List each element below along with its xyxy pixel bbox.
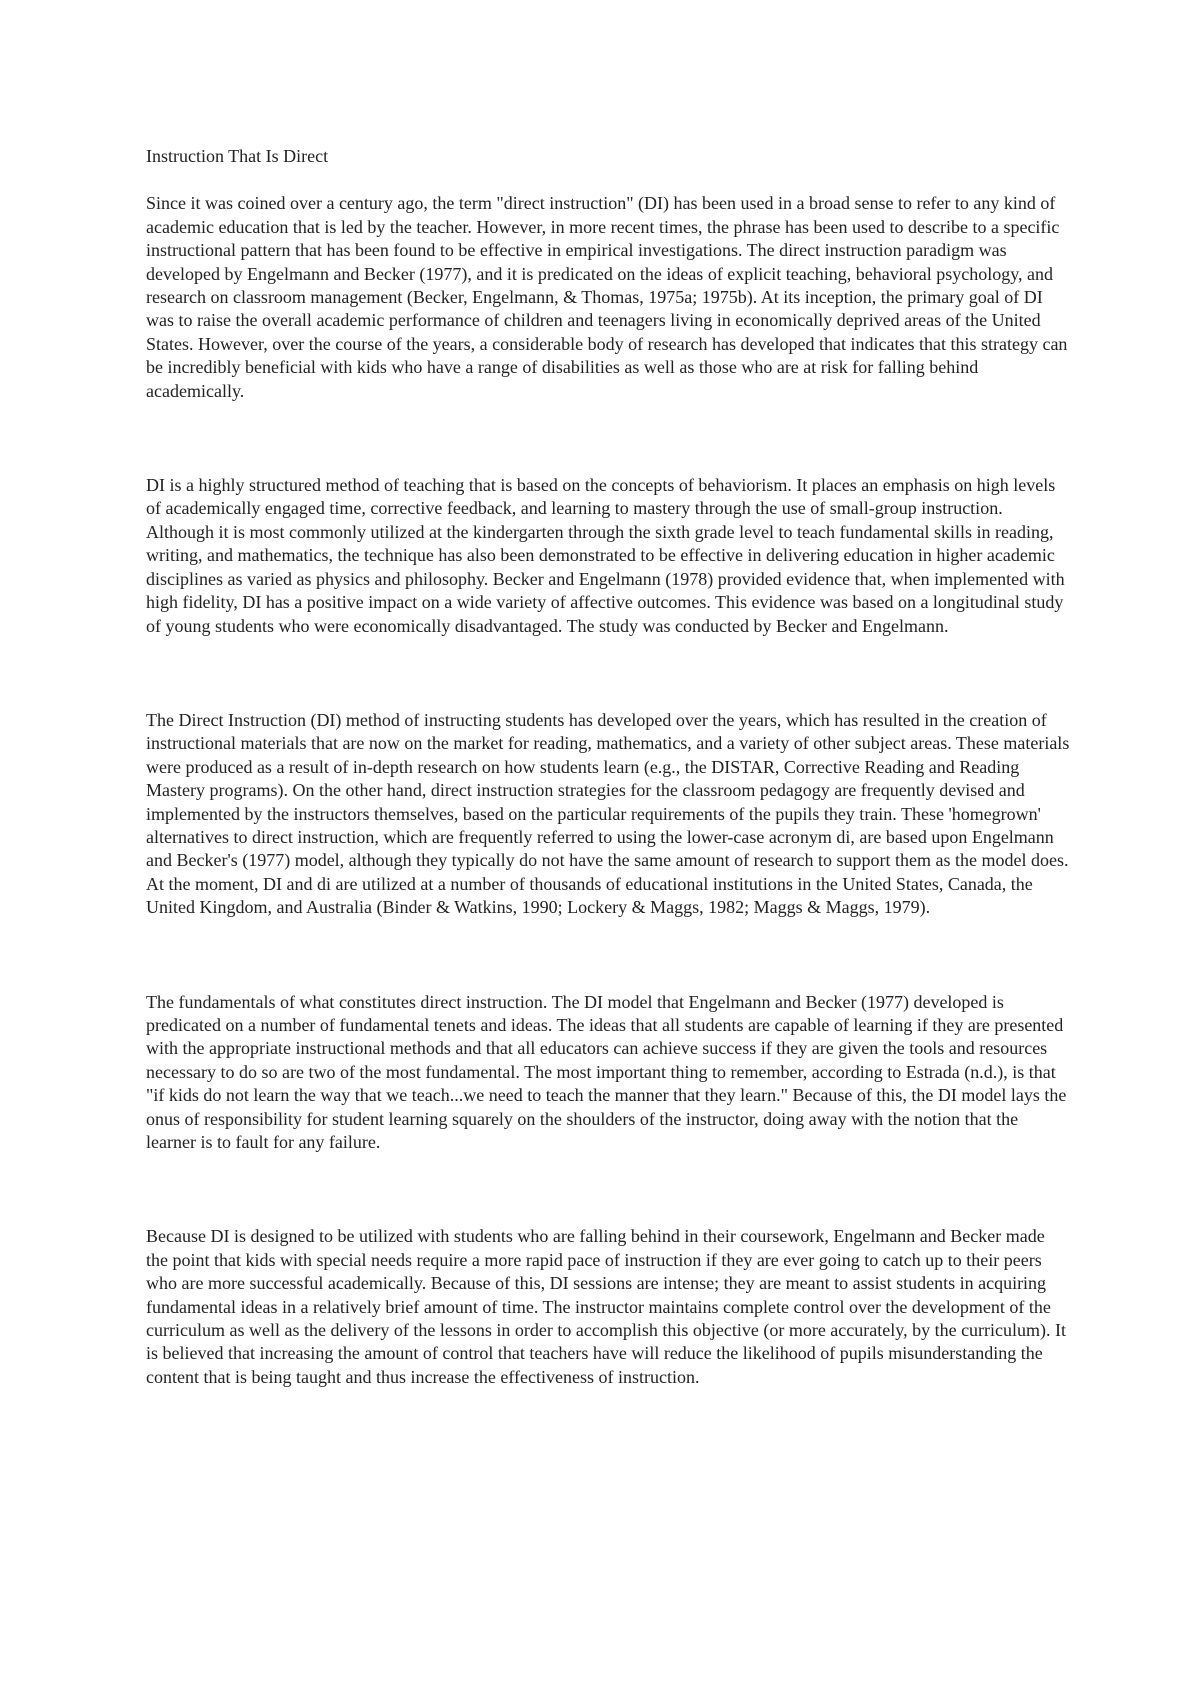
paragraph-spacer [146,920,1070,991]
document-title: Instruction That Is Direct [146,146,329,166]
paragraph-2: DI is a highly structured method of teaching that is based on the concepts of behaviorism. It places an emphasis on high levels of academically engaged time, corrective feedback, and learning to mastery through the use of small-group instruction. Although it is most commonly utilized at the kindergarten through the sixth grade level to teach fundamental skills in reading, writing, and mathematics, the technique has also been demonstrated to be effective in delivering education in higher academic disciplines as varied as physics and philosophy. Becker and Engelmann (1978) provided evidence that, when implemented with high fidelity, DI has a positive impact on a wide variety of affective outcomes. This evidence was based on a longitudinal study of young students who were economically disadvantaged. The study was conducted by Becker and Engelmann. [146,475,1065,636]
paragraph-spacer [146,638,1070,709]
paragraph-spacer [146,403,1070,474]
paragraph-spacer [146,1154,1070,1225]
paragraph-1: Since it was coined over a century ago, the term "direct instruction" (DI) has been used in a broad sense to refer to any kind of academic education that is led by the teacher. However, in more recent times, the phrase has been used to describe to a specific instructional pattern that has been found to be effective in empirical investigations. The direct instruction paradigm was developed by Engelmann and Becker (1977), and it is predicated on the ideas of explicit teaching, behavioral psychology, and research on classroom management (Becker, Engelmann, & Thomas, 1975a; 1975b). At its inception, the primary goal of DI was to raise the overall academic performance of children and teenagers living in economically deprived areas of the United States. However, over the course of the years, a considerable body of research has developed that indicates that this strategy can be incredibly beneficial with kids who have a range of disabilities as well as those who are at risk for falling behind academically. [146,193,1068,401]
paragraph-3: The Direct Instruction (DI) method of instructing students has developed over the years, which has resulted in the creation of instructional materials that are now on the market for reading, mathematics, and a variety of other subject areas. These materials were produced as a result of in-depth research on how students learn (e.g., the DISTAR, Corrective Reading and Reading Mastery programs). On the other hand, direct instruction strategies for the classroom pedagogy are frequently devised and implemented by the instructors themselves, based on the particular requirements of the pupils they train. These 'homegrown' alternatives to direct instruction, which are frequently referred to using the lower-case acronym di, are based upon Engelmann and Becker's (1977) model, although they typically do not have the same amount of research to support them as the model does. At the moment, DI and di are utilized at a number of thousands of educational institutions in the United States, Canada, the United Kingdom, and Australia (Binder & Watkins, 1990; Lockery & Maggs, 1982; Maggs & Maggs, 1979). [146,709,1070,918]
document-body [146,145,1070,1389]
paragraph-4: The fundamentals of what constitutes direct instruction. The DI model that Engelmann and Becker (1977) developed is predicated on a number of fundamental tenets and ideas. The ideas that all students are capable of learning if they are presented with the appropriate instructional methods and that all educators can achieve success if they are given the tools and resources necessary to do so are two of the most fundamental. The most important thing to remember, according to Estrada (n.d.), is that "if kids do not learn the way that we teach...we need to teach the manner that they learn." Because of this, the DI model lays the onus of responsibility for student learning squarely on the shoulders of the instructor, doing away with the notion that the learner is to fault for any failure. [146,991,1067,1152]
paragraph-5: Because DI is designed to be utilized with students who are falling behind in their coursework, Engelmann and Becker made the point that kids with special needs require a more rapid pace of instruction if they are ever going to catch up to their peers who are more successful academically. Because of this, DI sessions are intense; they are meant to assist students in acquiring fundamental ideas in a relatively brief amount of time. The instructor maintains complete control over the development of the curriculum as well as the delivery of the lessons in order to accomplish this objective (or more accurately, by the curriculum). It is believed that increasing the amount of control that teachers have will reduce the likelihood of pupils misunderstanding the content that is being taught and thus increase the effectiveness of instruction. [146,1226,1067,1387]
